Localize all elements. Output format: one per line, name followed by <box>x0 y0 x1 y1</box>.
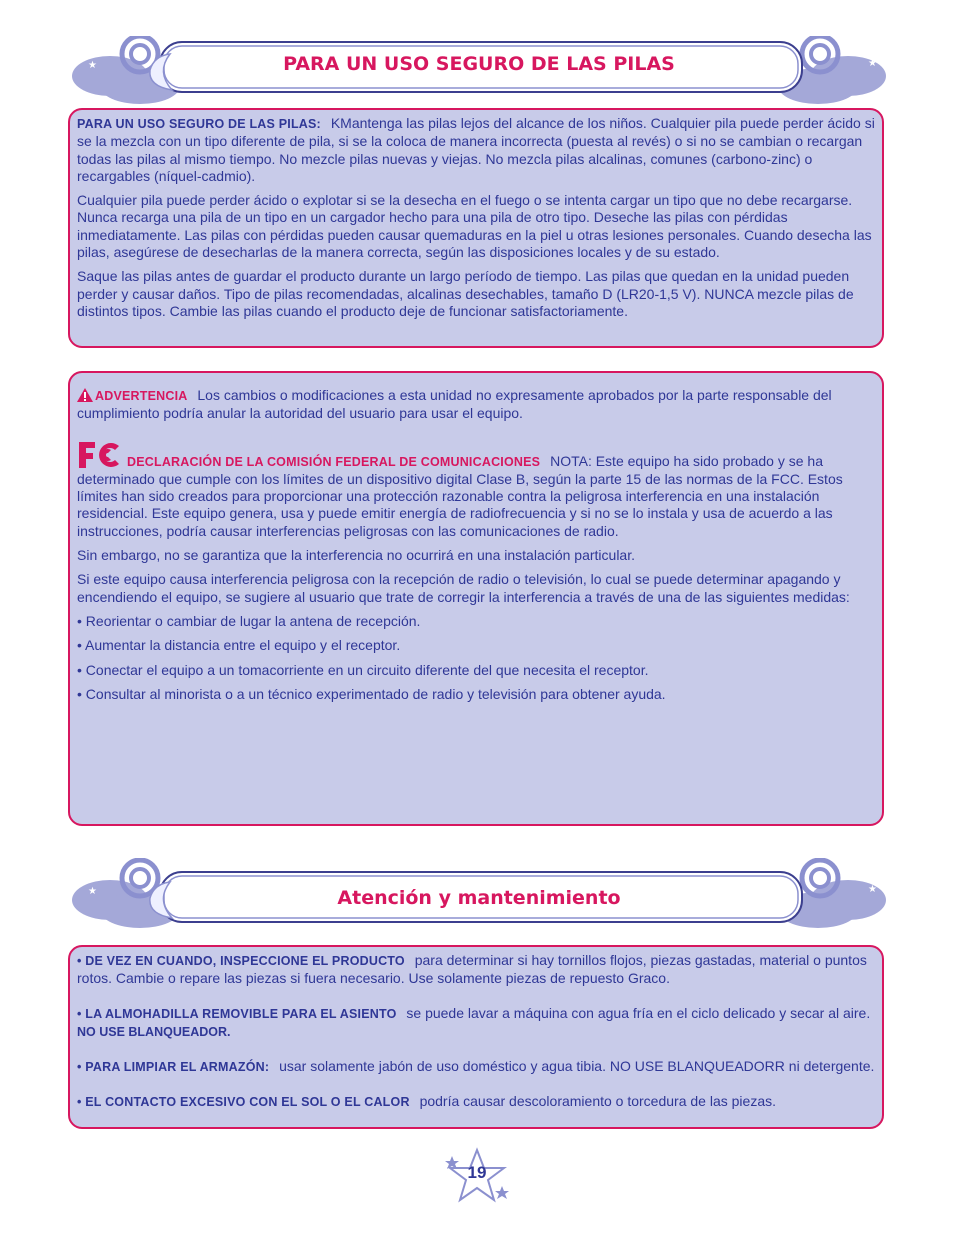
list-item: • Consultar al minorista o a un técnico experimentado de radio y televisión para obtener ayuda. <box>77 685 666 702</box>
fcc-logo-icon <box>77 440 121 470</box>
section-banner-care <box>70 858 888 938</box>
fcc-paragraph <box>77 440 878 540</box>
section-title-care: Atención y mantenimiento <box>337 887 621 909</box>
list-item: • Aumentar la distancia entre el equipo y el receptor. <box>77 637 401 654</box>
page-number: 19 <box>467 1163 487 1182</box>
care-item-2-lead: • LA ALMOHADILLA REMOVIBLE PARA EL ASIENTO <box>77 1006 397 1021</box>
battery-paragraph-1 <box>77 115 878 185</box>
measures-paragraph: Si este equipo causa interferencia peligrosa con la recepción de radio o televisión, lo cual se puede determinar apagando y encendiendo el equipo, se sugiere al usuario que trate de corregir la interferencia a través de una de las siguientes medidas: <box>77 571 850 605</box>
page-number-badge <box>442 1146 512 1208</box>
care-item-4 <box>77 1093 878 1111</box>
guarantee-paragraph: Sin embargo, no se garantiza que la interferencia no ocurrirá en una instalación particular. <box>77 547 635 564</box>
battery-paragraph-3: Saque las pilas antes de guardar el producto durante un largo período de tiempo. Las pilas que quedan en la unidad pueden perder y causar daños. Tipo de pilas recomendadas, alcalinas desechables, tamaño D (LR20-1,5 V). NUNCA mezcle pilas de distintos tipos. Cambie las pilas cuando el producto deje de funcionar satisfactoriamente. <box>77 268 854 319</box>
battery-safety-panel <box>68 108 884 348</box>
section-banner-batteries <box>70 36 888 116</box>
warning-triangle-icon <box>77 388 93 402</box>
care-item-2-text: se puede lavar a máquina con agua fría en el ciclo delicado y secar al aire. <box>406 1004 871 1021</box>
svg-text:★: ★ <box>88 60 97 71</box>
care-item-4-lead: • EL CONTACTO EXCESIVO CON EL SOL O EL CALOR <box>77 1095 410 1110</box>
care-item-3-text: usar solamente jabón de uso doméstico y agua tibia. NO USE BLANQUEADORR ni detergente. <box>279 1058 875 1075</box>
care-item-2 <box>77 1005 878 1042</box>
care-item-3-lead: • PARA LIMPIAR EL ARMAZÓN: <box>77 1060 270 1075</box>
care-item-2-bold: NO USE BLANQUEADOR. <box>77 1024 231 1039</box>
svg-text:★: ★ <box>88 886 97 897</box>
care-item-1-lead: • DE VEZ EN CUANDO, INSPECCIONE EL PRODUCTO <box>77 954 405 968</box>
svg-text:★: ★ <box>868 58 877 69</box>
warning-paragraph <box>77 387 878 423</box>
battery-paragraph-2: Cualquier pila puede perder ácido o explotar si se la desecha en el fuego o se intenta cargar un tipo que no debe recargarse. Nunca recarga una pila de un tipo en un cargador hecho para una pila de otro tipo. Deseche las pilas con pérdidas inmediatamente. Las pilas con pérdidas pueden causar quemaduras en la piel u otras lesiones personales. Cuando desecha las pilas, asegúrese de desecharlas de la manera correcta, según las disposiciones locales y de su estado. <box>77 192 872 261</box>
warning-lead: ADVERTENCIA <box>95 389 188 403</box>
fcc-warning-panel <box>68 371 884 826</box>
fcc-lead: DECLARACIÓN DE LA COMISIÓN FEDERAL DE COMUNICACIONES <box>127 454 541 469</box>
care-item-1-text: para determinar si hay tornillos flojos, piezas gastadas, material o puntos rotos. Cambie o repare las piezas si fuera necesario. Use solamente piezas de repuesto Graco. <box>77 952 867 987</box>
svg-text:★: ★ <box>868 884 877 895</box>
list-item: • Reorientar o cambiar de lugar la antena de recepción. <box>77 612 421 629</box>
fcc-text: NOTA: Este equipo ha sido probado y se ha determinado que cumple con los límites de un dispositivo digital Clase B, según la parte 15 de las normas de la FCC. Estos límites han sido creados para proporcionar una protección razonable contra la peligrosa interferencia en una instalación residencial. Este equipo genera, usa y puede emitir energía de radiofrecuencia y si no se lo instala y usa de acuerdo a las instrucciones, podría causar interferencias peligrosas con las comunicaciones de radio. <box>77 452 843 539</box>
care-item-1 <box>77 952 878 988</box>
care-item-3 <box>77 1058 878 1076</box>
warning-text: Los cambios o modificaciones a esta unidad no expresamente aprobados por la parte responsable del cumplimiento podría anular la autoridad del usuario para usar el equipo. <box>77 387 832 422</box>
care-item-4-text: podría causar descoloramiento o torcedura de las piezas. <box>419 1093 776 1110</box>
battery-text-1: KMantenga las pilas lejos del alcance de los niños. Cualquier pila puede perder ácido si se la mezcla con un tipo diferente de pila, si se la coloca de manera incorrecta (puesta al revés) o si no se cambian o recargan todas las pilas al mismo tiempo. No mezcle pilas nuevas y viejas. No mezcla pilas alcalinas, comunes (carbono-zinc) o recargables (níquel-cadmio). <box>77 115 875 184</box>
section-title-batteries: PARA UN USO SEGURO DE LAS PILAS <box>283 53 675 75</box>
care-maintenance-panel <box>68 945 884 1129</box>
list-item: • Conectar el equipo a un tomacorriente en un circuito diferente del que necesita el receptor. <box>77 661 649 678</box>
battery-lead: PARA UN USO SEGURO DE LAS PILAS: <box>77 117 321 131</box>
